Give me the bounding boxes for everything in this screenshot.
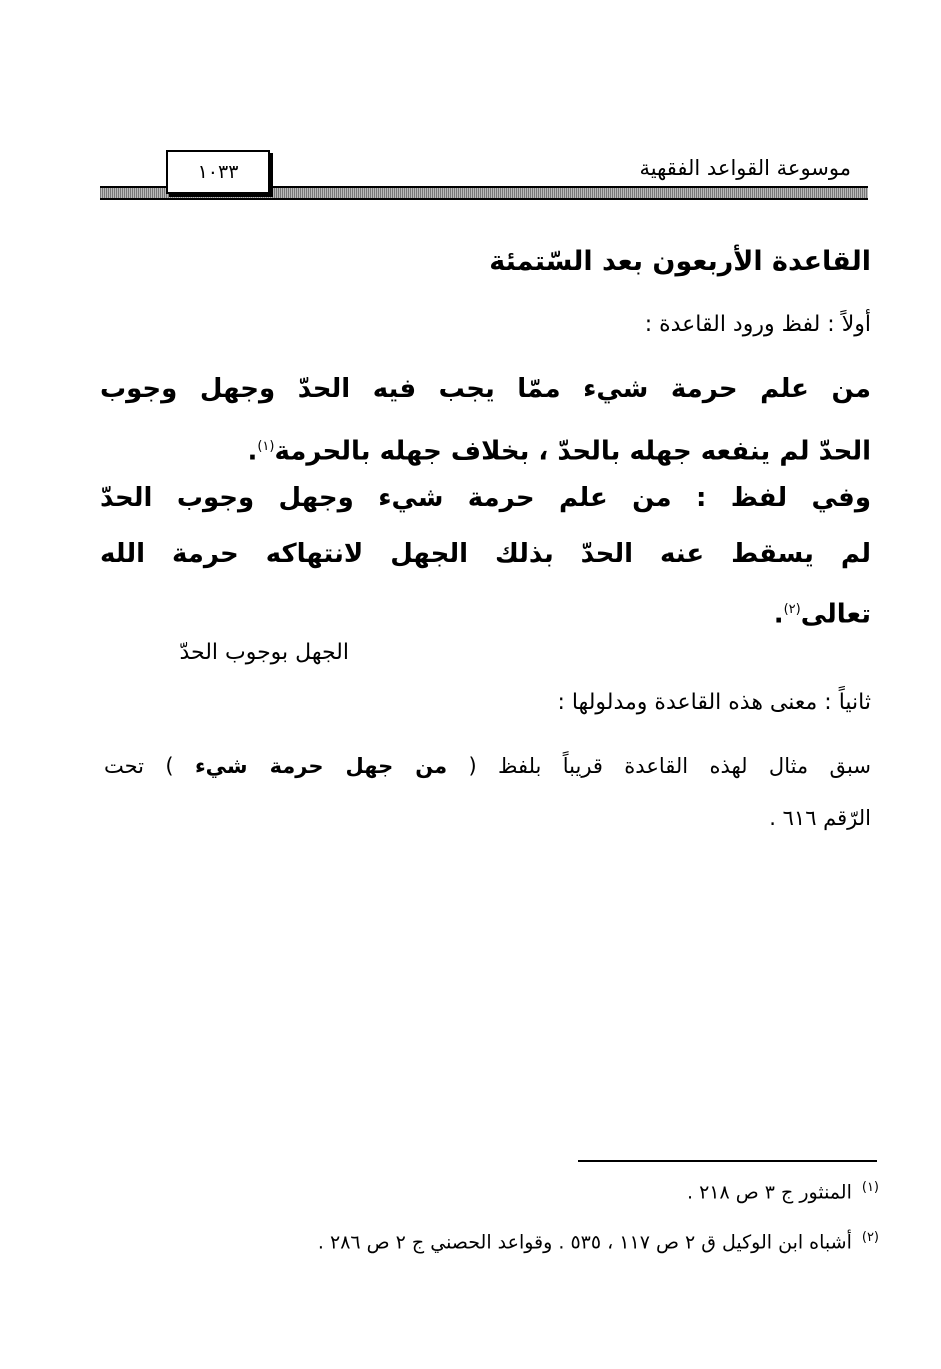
footnote: $^{(٢)}$أشباه ابن الوكيل ق ٢ ص ١١٧ ، ٥٣٥ . وقواعد الحصني ج ٢ ص ٢٨٦ .: [317, 1230, 879, 1254]
footnote-mark: (٢): [861, 1230, 879, 1245]
rule-text: [100, 360, 871, 481]
page-number: ١٠٣٣: [166, 150, 270, 194]
first-section-label: أولاً : لفظ ورود القاعدة :: [644, 312, 871, 337]
alternate-wording: [100, 470, 871, 643]
meaning-line: سبق مثال لهذه القاعدة قريباً بلفظ ( من جهل حرمة شيء ) تحت: [104, 754, 871, 778]
footnote: $^{(١)}$المنثور ج ٣ ص ٢١٨ .: [687, 1180, 879, 1204]
second-section-label: ثانياً : معنى هذه القاعدة ومدلولها :: [557, 690, 871, 715]
footnote-mark: (١): [861, 1180, 879, 1195]
rule-heading: القاعدة الأربعون بعد السّتمئة: [489, 246, 871, 277]
alternate-wording-line: لم يسقط عنه الحدّ بذلك الجهل لانتهاكه حرمة الله: [100, 539, 871, 569]
meaning-line: الرّقم ٦١٦ .: [769, 806, 871, 830]
alternate-phrase: الجهل بوجوب الحدّ: [179, 640, 349, 665]
alternate-wording-line: وفي لفظ : من علم حرمة شيء وجهل وجوب الحدّ: [100, 483, 871, 513]
running-header-title: موسوعة القواعد الفقهية: [639, 156, 851, 180]
rule-text-line: الحدّ لم ينفعه جهله بالحدّ ، بخلاف جهله بالحرمة$^{(١)}$.: [247, 436, 871, 467]
footnote-ref: (٢): [783, 602, 801, 617]
alternate-wording-line: تعالى$^{(٢)}$.: [773, 599, 871, 630]
footnote-ref: (١): [257, 439, 275, 454]
rule-text-line: من علم حرمة شيء ممّا يجب فيه الحدّ وجهل وجوب: [100, 374, 871, 404]
meaning-paragraph: [104, 740, 871, 844]
footnote-separator: [578, 1160, 877, 1162]
cited-rule-wording: من جهل حرمة شيء: [194, 754, 448, 778]
